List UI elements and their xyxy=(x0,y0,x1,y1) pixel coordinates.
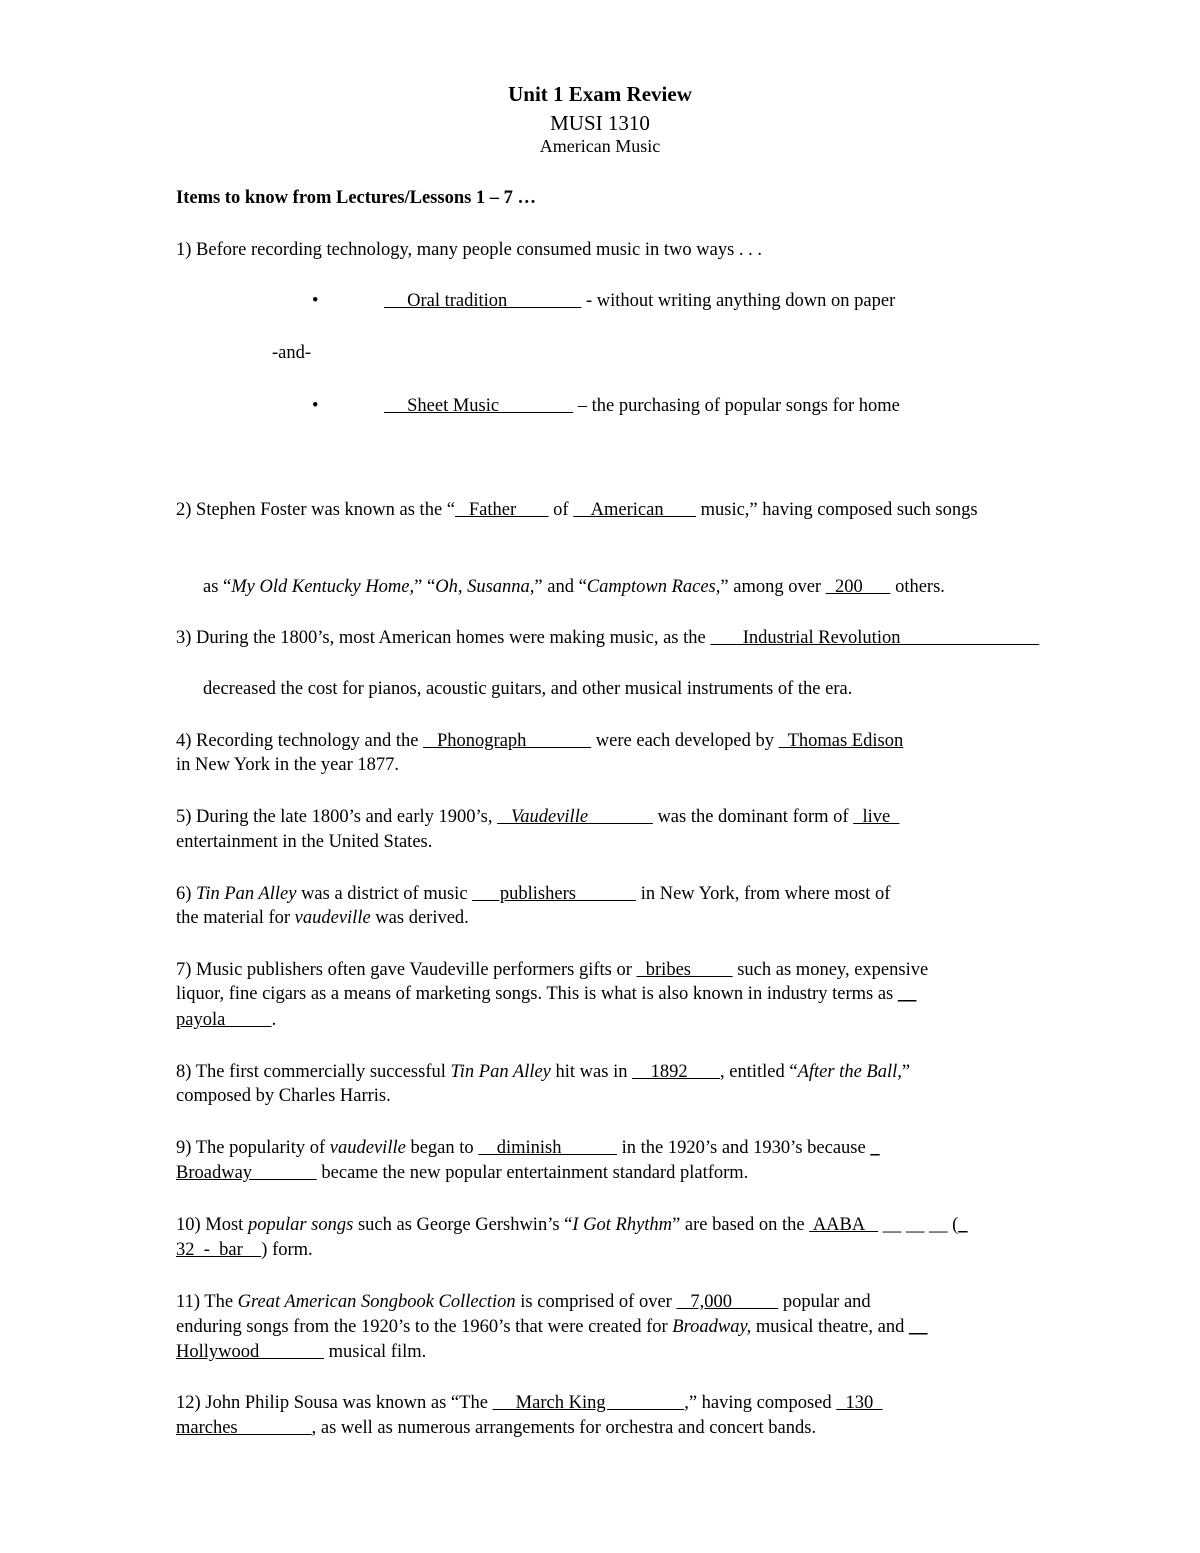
song-title: Oh, Susanna, xyxy=(435,577,535,597)
q10-text-c: ” are based on the xyxy=(672,1215,810,1235)
q5-text-b: was the dominant form of xyxy=(652,807,854,827)
q11-text-e: musical theatre, and xyxy=(751,1317,909,1337)
q8-text-d: ” xyxy=(901,1062,911,1082)
bullet-2: • xyxy=(312,396,319,416)
q8-text-c: , entitled “ xyxy=(719,1062,798,1082)
question-5 xyxy=(176,805,899,829)
q2-text-e: ” “ xyxy=(414,577,436,597)
q6-text-c: the material for xyxy=(176,908,295,928)
course-subject: American Music xyxy=(539,136,661,156)
q1-item-2-text: – the purchasing of popular songs for home xyxy=(573,396,900,416)
question-3-cont: decreased the cost for pianos, acoustic guitars, and other musical instruments of the era. xyxy=(203,679,853,699)
q11-text-a: 11) The xyxy=(176,1292,238,1312)
answer-blank: 32 - bar xyxy=(176,1240,262,1260)
answer-blank: publishers xyxy=(472,884,637,904)
q2-text-c: music,” having composed such songs xyxy=(695,500,978,520)
answer-blank: AABA xyxy=(809,1215,879,1235)
answer-blank: 200 xyxy=(825,577,891,597)
q11-text-d: enduring songs from the 1920’s to the 1960’s that were created for xyxy=(176,1317,673,1337)
course-code: MUSI 1310 xyxy=(550,111,650,135)
song-title: After the Ball, xyxy=(797,1062,902,1082)
q5-text-a: 5) During the late 1800’s and early 1900’s, xyxy=(176,807,498,827)
question-4 xyxy=(176,729,903,753)
term: Great American Songbook Collection xyxy=(237,1292,516,1312)
answer-blank: marches xyxy=(176,1418,312,1438)
q10-text-d: ) form. xyxy=(261,1240,313,1260)
q7-text-b: such as money, expensive xyxy=(732,960,929,980)
q8-text-b: hit was in xyxy=(550,1062,633,1082)
q12-text-b: ,” having composed xyxy=(684,1393,837,1413)
q12-text-a: 12) John Philip Sousa was known as “The xyxy=(176,1393,493,1413)
q6-text-d: was derived. xyxy=(370,908,469,928)
answer-blank: Phonograph xyxy=(423,731,592,751)
q2-text-f: ” and “ xyxy=(534,577,587,597)
q9-text-d: became the new popular entertainment standard platform. xyxy=(316,1163,749,1183)
q7-text-a: 7) Music publishers often gave Vaudeville performers gifts or xyxy=(176,960,637,980)
question-11 xyxy=(176,1290,871,1314)
q12-text-c: , as well as numerous arrangements for orchestra and concert bands. xyxy=(311,1418,817,1438)
q10-text-b: such as George Gershwin’s “ xyxy=(353,1215,573,1235)
question-5-cont: entertainment in the United States. xyxy=(176,832,433,852)
answer-blank: _ xyxy=(958,1215,968,1235)
question-6-cont xyxy=(176,906,469,930)
question-9 xyxy=(176,1136,880,1160)
question-8 xyxy=(176,1060,910,1084)
question-10-cont xyxy=(176,1238,313,1262)
q3-text-a: 3) During the 1800’s, most American homes were making music, as the xyxy=(176,628,711,648)
question-7 xyxy=(176,958,928,982)
term: vaudeville xyxy=(294,908,371,928)
term: popular songs xyxy=(247,1215,354,1235)
question-7-cont xyxy=(176,982,916,1006)
question-9-cont xyxy=(176,1161,748,1185)
song-title: I Got Rhythm xyxy=(572,1215,673,1235)
answer-blank: Hollywood xyxy=(176,1342,324,1362)
q7-text-c: liquor, fine cigars as a means of marketing songs. This is what is also known in industry terms as xyxy=(176,984,898,1004)
song-title: My Old Kentucky Home, xyxy=(231,577,415,597)
answer-blank: Thomas Edison xyxy=(778,731,904,751)
answer-blank xyxy=(497,807,653,827)
q10-text-a: 10) Most xyxy=(176,1215,248,1235)
q6-number: 6) xyxy=(176,884,197,904)
question-2-cont xyxy=(203,575,945,599)
q8-text-a: 8) The first commercially successful xyxy=(176,1062,451,1082)
doc-title: Unit 1 Exam Review xyxy=(508,82,692,106)
q9-text-c: in the 1920’s and 1930’s because xyxy=(617,1138,871,1158)
section-heading: Items to know from Lectures/Lessons 1 – 7 … xyxy=(176,188,537,208)
term: vaudeville xyxy=(329,1138,406,1158)
q11-text-b: is comprised of over xyxy=(515,1292,677,1312)
answer-blank: 1892 xyxy=(632,1062,720,1082)
answer-blank: Broadway xyxy=(176,1163,317,1183)
q1-item-1-text: - without writing anything down on paper xyxy=(581,291,896,311)
term: Tin Pan Alley xyxy=(196,884,297,904)
answer-blank: bribes xyxy=(636,960,733,980)
answer-blank: Oral tradition xyxy=(384,291,582,311)
answer-blank: __ xyxy=(897,984,917,1004)
answer-blank: diminish xyxy=(478,1138,618,1158)
q10-blanks: __ __ __ ( xyxy=(878,1215,959,1235)
question-8-cont: composed by Charles Harris. xyxy=(176,1086,391,1106)
answer-blank: _ xyxy=(870,1138,880,1158)
term: Tin Pan Alley xyxy=(450,1062,551,1082)
question-11-cont-2 xyxy=(176,1340,426,1364)
q1-item-1 xyxy=(384,289,895,313)
answer-blank: payola xyxy=(176,1010,272,1030)
q2-text-a: 2) Stephen Foster was known as the “ xyxy=(176,500,455,520)
bullet-1: • xyxy=(312,291,319,311)
q6-text-b: in New York, from where most of xyxy=(636,884,891,904)
q2-text-h: others. xyxy=(890,577,945,597)
answer-blank: March King xyxy=(492,1393,685,1413)
answer-text: Vaudeville xyxy=(497,807,653,827)
answer-blank: live xyxy=(853,807,900,827)
answer-blank: 7,000 xyxy=(676,1292,779,1312)
q2-text-g: ” among over xyxy=(720,577,826,597)
q11-text-f: musical film. xyxy=(324,1342,427,1362)
q9-text-a: 9) The popularity of xyxy=(176,1138,330,1158)
question-7-cont-2 xyxy=(176,1008,276,1032)
answer-blank: __ xyxy=(908,1317,928,1337)
question-10 xyxy=(176,1213,968,1237)
question-2 xyxy=(176,498,1081,522)
term: Broadway, xyxy=(672,1317,752,1337)
song-title: Camptown Races, xyxy=(586,577,721,597)
answer-blank: Father xyxy=(455,500,549,520)
q2-text-b: of xyxy=(548,500,574,520)
q7-text-d: . xyxy=(271,1010,277,1030)
question-4-cont: in New York in the year 1877. xyxy=(176,755,400,775)
answer-blank: Industrial Revolution xyxy=(710,628,1040,648)
and-separator: -and- xyxy=(272,343,312,363)
answer-blank: 130 xyxy=(836,1393,883,1413)
question-12-cont xyxy=(176,1416,816,1440)
question-3 xyxy=(176,626,1040,650)
q4-text-a: 4) Recording technology and the xyxy=(176,731,424,751)
q1-item-2 xyxy=(384,394,900,418)
question-11-cont xyxy=(176,1315,927,1339)
question-1: 1) Before recording technology, many people consumed music in two ways . . . xyxy=(176,240,763,260)
q2-text-d: as “ xyxy=(203,577,232,597)
q6-text-a: was a district of music xyxy=(296,884,473,904)
q4-text-b: were each developed by xyxy=(591,731,779,751)
question-6 xyxy=(176,882,890,906)
answer-blank: Sheet Music xyxy=(384,396,574,416)
question-12 xyxy=(176,1391,883,1415)
q9-text-b: began to xyxy=(405,1138,479,1158)
answer-blank: American xyxy=(573,500,696,520)
q11-text-c: popular and xyxy=(778,1292,871,1312)
